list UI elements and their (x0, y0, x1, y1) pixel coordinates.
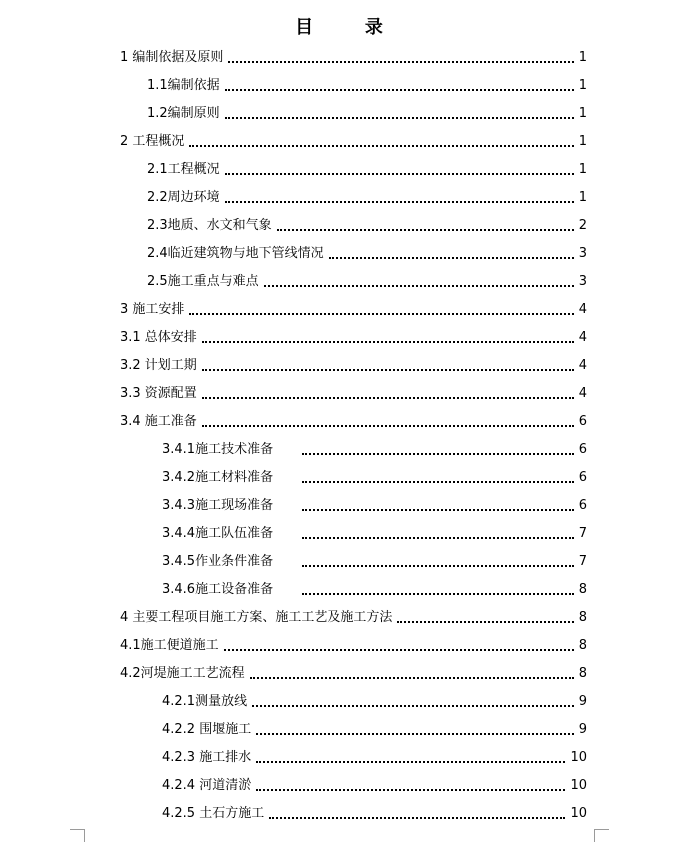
toc-dot-leader (302, 481, 574, 483)
toc-page-number: 9 (578, 694, 587, 709)
toc-entry[interactable] (162, 688, 587, 716)
toc-entry-label: 3.4.3施工现场准备 (162, 498, 274, 513)
toc-dot-leader (225, 173, 574, 175)
toc-entry[interactable] (120, 408, 587, 436)
toc-page-number: 4 (578, 302, 587, 317)
toc-entry-label: 4.2.3 施工排水 (162, 750, 252, 765)
toc-page-number: 8 (578, 610, 587, 625)
toc-entry[interactable] (162, 800, 587, 828)
toc-page-number: 1 (578, 106, 587, 121)
toc-page-number: 8 (578, 638, 587, 653)
toc-entry-label: 4.2.2 围堰施工 (162, 722, 252, 737)
toc-entry[interactable] (120, 128, 587, 156)
toc-entry[interactable] (147, 212, 587, 240)
toc-entry[interactable] (162, 436, 587, 464)
toc-dot-leader (202, 341, 574, 343)
toc-dot-leader (256, 761, 565, 763)
toc-dot-leader (302, 509, 574, 511)
toc-dot-leader (189, 145, 573, 147)
toc-dot-leader (277, 229, 574, 231)
toc-page-number: 6 (578, 498, 587, 513)
toc-dot-leader (264, 285, 574, 287)
toc-entry[interactable] (147, 268, 587, 296)
toc-dot-leader (228, 61, 573, 63)
toc-dot-leader (397, 621, 573, 623)
toc-page-number: 10 (570, 778, 587, 793)
toc-dot-leader (302, 593, 574, 595)
toc-entry-label: 4.2.1测量放线 (162, 694, 248, 709)
toc-dot-leader (252, 705, 574, 707)
toc-entry-label: 3.2 计划工期 (120, 358, 197, 373)
toc-page-number: 6 (578, 442, 587, 457)
toc-entry[interactable] (120, 324, 587, 352)
toc-entry-label: 4.1施工便道施工 (120, 638, 219, 653)
toc-entry-label: 2.4临近建筑物与地下管线情况 (147, 246, 324, 261)
toc-dot-leader (250, 677, 574, 679)
toc-entry[interactable] (120, 296, 587, 324)
toc-page-number: 10 (570, 806, 587, 821)
toc-page-number: 6 (578, 470, 587, 485)
toc-page-number: 7 (578, 526, 587, 541)
toc-entry[interactable] (162, 716, 587, 744)
toc-dot-leader (225, 89, 574, 91)
toc-page-number: 10 (570, 750, 587, 765)
toc-dot-leader (256, 789, 565, 791)
toc-dot-leader (256, 733, 574, 735)
toc-entry-label: 1 编制依据及原则 (120, 50, 224, 65)
toc-entry-label: 3.4.5作业条件准备 (162, 554, 274, 569)
toc-entry[interactable] (120, 660, 587, 688)
toc-entry[interactable] (162, 744, 587, 772)
toc-entry-label: 1.2编制原则 (147, 106, 220, 121)
page-corner-mark-right (594, 829, 609, 842)
toc-entry[interactable] (147, 184, 587, 212)
toc-page-number: 2 (578, 218, 587, 233)
toc-entry[interactable] (162, 464, 587, 492)
toc-entry[interactable] (147, 240, 587, 268)
toc-dot-leader (269, 817, 565, 819)
toc-entry-label: 4.2.5 土石方施工 (162, 806, 265, 821)
toc-title: 目 录 (295, 17, 384, 38)
toc-entry-label: 2.5施工重点与难点 (147, 274, 259, 289)
toc-entry[interactable] (120, 632, 587, 660)
page-corner-mark-left (70, 829, 85, 842)
toc-entry[interactable] (162, 492, 587, 520)
toc-dot-leader (202, 425, 574, 427)
toc-dot-leader (225, 117, 574, 119)
toc-entry[interactable] (120, 380, 587, 408)
toc-page-number: 1 (578, 162, 587, 177)
toc-dot-leader (189, 313, 573, 315)
toc-entry-label: 3.1 总体安排 (120, 330, 197, 345)
toc-dot-leader (302, 565, 574, 567)
toc-entry-label: 3.4.6施工设备准备 (162, 582, 274, 597)
toc-entry[interactable] (120, 44, 587, 72)
toc-page-number: 4 (578, 358, 587, 373)
toc-entry-label: 3.3 资源配置 (120, 386, 197, 401)
toc-page-number: 1 (578, 50, 587, 65)
toc-page-number: 7 (578, 554, 587, 569)
toc-entry[interactable] (147, 156, 587, 184)
toc-dot-leader (302, 537, 574, 539)
toc-entry[interactable] (162, 548, 587, 576)
toc-page-number: 8 (578, 666, 587, 681)
toc-entry-label: 3 施工安排 (120, 302, 185, 317)
toc-entry-label: 4.2.4 河道清淤 (162, 778, 252, 793)
toc-entry[interactable] (162, 520, 587, 548)
toc-page-number: 8 (578, 582, 587, 597)
toc-entry[interactable] (147, 100, 587, 128)
toc-entry-label: 3.4 施工准备 (120, 414, 197, 429)
toc-entry-label: 3.4.2施工材料准备 (162, 470, 274, 485)
toc-entry[interactable] (162, 772, 587, 800)
toc-entry-label: 4.2河堤施工工艺流程 (120, 666, 245, 681)
toc-dot-leader (225, 201, 574, 203)
toc-page-number: 1 (578, 134, 587, 149)
toc-entry-label: 4 主要工程项目施工方案、施工工艺及施工方法 (120, 610, 393, 625)
toc-entry-label: 2.2周边环境 (147, 190, 220, 205)
toc-page-number: 3 (578, 274, 587, 289)
toc-page-number: 6 (578, 414, 587, 429)
toc-entry[interactable] (162, 576, 587, 604)
toc-entry-label: 1.1编制依据 (147, 78, 220, 93)
toc-entry[interactable] (147, 72, 587, 100)
toc-page-number: 1 (578, 190, 587, 205)
toc-dot-leader (202, 397, 574, 399)
toc-dot-leader (224, 649, 574, 651)
toc-entry-label: 2 工程概况 (120, 134, 185, 149)
toc-entry-label: 2.1工程概况 (147, 162, 220, 177)
toc-entry[interactable] (120, 352, 587, 380)
toc-page-number: 4 (578, 330, 587, 345)
toc-page-number: 9 (578, 722, 587, 737)
toc-entry-label: 2.3地质、水文和气象 (147, 218, 272, 233)
toc-dot-leader (202, 369, 574, 371)
toc-entry[interactable] (120, 604, 587, 632)
toc-page-number: 3 (578, 246, 587, 261)
toc-entry-label: 3.4.4施工队伍准备 (162, 526, 274, 541)
toc-dot-leader (302, 453, 574, 455)
toc-page-number: 1 (578, 78, 587, 93)
toc-entry-label: 3.4.1施工技术准备 (162, 442, 274, 457)
toc-dot-leader (329, 257, 574, 259)
toc-page-number: 4 (578, 386, 587, 401)
